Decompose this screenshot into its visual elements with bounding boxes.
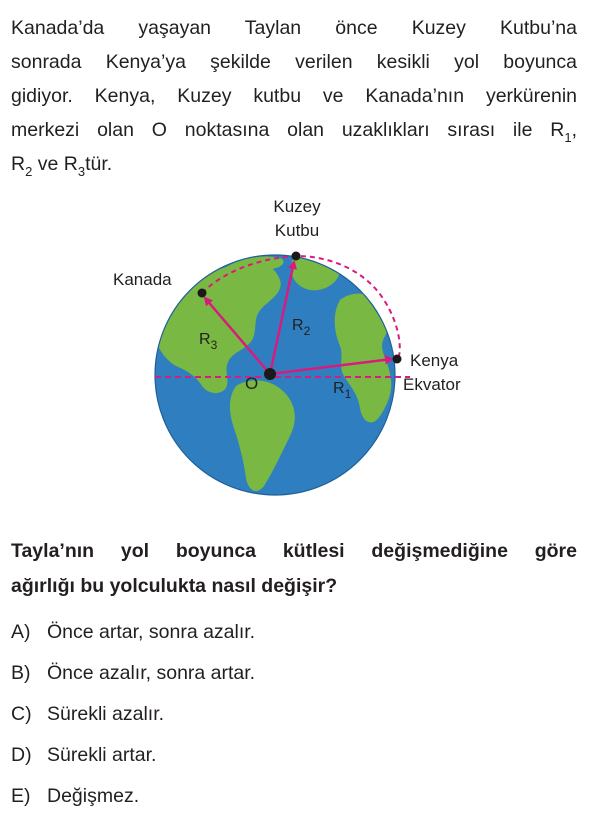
suffix-text: tür. — [85, 153, 113, 175]
kenya-label: Kenya — [410, 351, 459, 370]
subscript-3: 3 — [77, 164, 86, 179]
option-letter: D) — [11, 744, 32, 766]
question-text — [11, 534, 577, 604]
question-line: ağırlığı bu yolculukta nasıl değişir? — [11, 575, 338, 597]
question-line: Tayla’nın yol boyunca kütlesi değişmediğine göre — [11, 540, 577, 562]
statement-text: merkezi olan O noktasına olan uzaklıkları sırası ile R — [11, 119, 565, 141]
option-letter: B) — [11, 662, 31, 684]
r2-text: R — [11, 153, 26, 175]
option-letter: E) — [11, 785, 31, 807]
statement-line: Kanada’da yaşayan Taylan önce Kuzey Kutbu’na — [11, 17, 577, 39]
earth-figure — [0, 190, 597, 520]
option-letter: C) — [11, 703, 32, 725]
r2-label: $R_2$ — [292, 317, 311, 338]
option-letter: A) — [11, 621, 31, 643]
r1-label: $R_1$ — [333, 380, 352, 401]
canada-dot — [198, 289, 207, 298]
subscript-1: 1 — [564, 130, 572, 145]
and-r3-text: ve R — [32, 153, 78, 175]
option-text: Önce artar, sonra azalır. — [47, 621, 256, 643]
option-e[interactable] — [11, 778, 255, 819]
r3-label: $R_3$ — [199, 331, 218, 352]
kenya-dot — [393, 355, 402, 364]
statement-line — [11, 147, 577, 181]
option-text: Önce azalır, sonra artar. — [47, 662, 256, 684]
north-pole-dot — [292, 252, 301, 261]
option-c[interactable] — [11, 696, 255, 737]
north-pole-label-1: Kuzey — [273, 197, 321, 216]
problem-statement — [11, 11, 577, 181]
statement-line — [11, 113, 577, 147]
answer-options — [11, 614, 255, 819]
equator-label: Ekvator — [403, 375, 461, 394]
option-text: Sürekli artar. — [47, 744, 157, 766]
north-pole-label-2: Kutbu — [274, 221, 320, 240]
statement-line: gidiyor. Kenya, Kuzey kutbu ve Kanada’nın yerkürenin — [11, 85, 577, 107]
comma: , — [571, 119, 577, 141]
option-text: Değişmez. — [47, 785, 140, 807]
option-b[interactable] — [11, 655, 255, 696]
center-dot — [264, 368, 276, 380]
center-o-label: O — [245, 374, 259, 393]
statement-line: sonrada Kenya’ya şekilde verilen kesikli yol boyunca — [11, 51, 577, 73]
earth-diagram — [0, 190, 597, 520]
canada-label: Kanada — [113, 270, 172, 289]
option-a[interactable] — [11, 614, 255, 655]
option-text: Sürekli azalır. — [47, 703, 165, 725]
option-d[interactable] — [11, 737, 255, 778]
subscript-2: 2 — [25, 164, 33, 179]
